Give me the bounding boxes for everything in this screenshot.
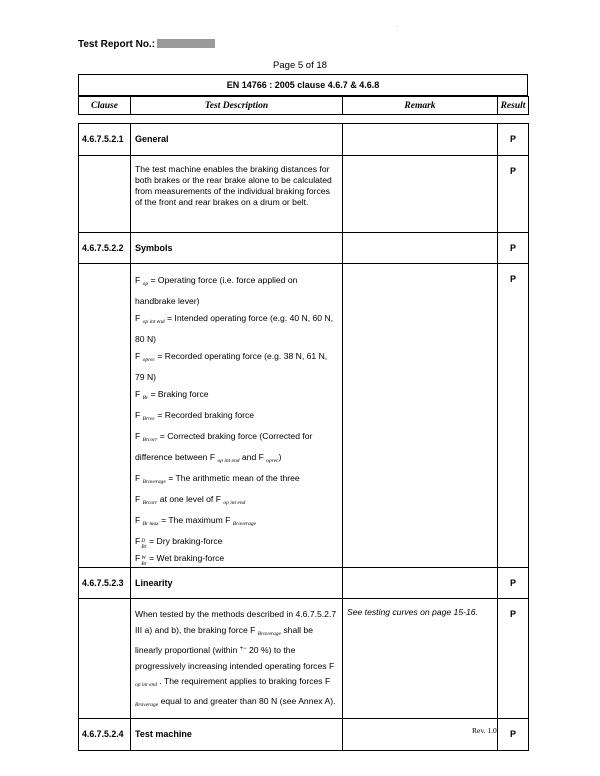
symbols-list [131, 264, 343, 568]
clause-cell [79, 156, 131, 233]
clause-cell: 4.6.7.5.2.1 [79, 124, 131, 156]
clause-cell: 4.6.7.5.2.3 [79, 568, 131, 599]
result-cell: P [498, 233, 529, 264]
symbol-op: F $_{op}$ = Operating force (i.e. force applied on handbrake lever) [135, 275, 298, 306]
result-cell: P [498, 568, 529, 599]
table-row [79, 264, 529, 568]
result-cell: P [498, 124, 529, 156]
clause-cell: 4.6.7.5.2.2 [79, 233, 131, 264]
col-description: Test Description [131, 97, 343, 115]
symbol-br-avg: F $_{Braverage}$ = The arithmetic mean of the three [135, 473, 300, 485]
page-number: Page 5 of 18 [273, 60, 327, 71]
remark-cell: See testing curves on page 15-16. [343, 599, 498, 719]
symbol-br-corr: F $_{Brcorr}$ = Corrected braking force (Corrected for difference between F $_{op int end}$ and F $_{oprec}$) [135, 431, 313, 464]
requirements-table [78, 123, 529, 751]
symbol-br: F $_{Br}$ = Braking force [135, 389, 209, 401]
symbol-br-avg-level: F $_{Brcorr}$ at one level of F $_{op int end}$ [135, 494, 246, 506]
linearity-text: When tested by the methods described in 4.6.7.5.2.7 III a) and b), the braking force F $_{Braverage}$ shall be linearly proportional (within +− 20 %) to the progressively increasing intended operating forces F $_{op int end}$ . The requirement applies to braking forces F $_{Braverage}$ equal to and greater than 80 N (see Annex A). [131, 599, 343, 719]
description-text: The test machine enables the braking distances for both brakes or the rear brake alone to be calculated from measurements of the individual braking forces of the front and rear brakes on a drum or belt. [131, 156, 343, 233]
symbol-op-rec: F $_{oprec}$ = Recorded operating force (e.g. 38 N, 61 N, 79 N) [135, 351, 328, 382]
symbol-op-int: F $_{op int end}$ = Intended operating force (e.g. 40 N, 60 N, 80 N) [135, 313, 334, 344]
report-label: Test Report No.: [78, 39, 156, 50]
col-remark: Remark [343, 97, 498, 115]
revision-footer: Rev. 1.0 [472, 726, 497, 735]
table-row [79, 719, 529, 751]
result-cell: P [498, 264, 529, 568]
remark-cell [343, 156, 498, 233]
table-row [79, 156, 529, 233]
remark-cell [343, 233, 498, 264]
table-row [79, 599, 529, 719]
clause-cell: 4.6.7.5.2.4 [79, 719, 131, 751]
section-title: Test machine [131, 719, 343, 751]
section-title: Symbols [131, 233, 343, 264]
symbol-br-max: F $_{Br max}$ = The maximum F $_{Braverage}$ [135, 515, 257, 527]
table-row [79, 124, 529, 156]
standard-title: EN 14766 : 2005 clause 4.6.7 & 4.6.8 [78, 74, 528, 96]
column-header [78, 96, 529, 115]
redacted-number [157, 39, 215, 48]
table-row [79, 233, 529, 264]
scan-mark: · [396, 24, 398, 30]
col-clause: Clause [79, 97, 131, 115]
symbol-wet: F W Br = Wet braking-force [135, 553, 225, 567]
section-title: Linearity [131, 568, 343, 599]
report-number [78, 39, 215, 50]
clause-cell [79, 599, 131, 719]
section-title: General [131, 124, 343, 156]
result-cell: P [498, 156, 529, 233]
table-row [79, 568, 529, 599]
clause-cell [79, 264, 131, 568]
symbol-br-rec: F $_{Brrec}$ = Recorded braking force [135, 410, 255, 422]
result-cell: P [498, 599, 529, 719]
col-result: Result [498, 97, 529, 115]
symbol-dry: F D Br = Dry braking-force [135, 536, 223, 550]
remark-cell [343, 568, 498, 599]
result-cell: P [498, 719, 529, 751]
remark-cell [343, 124, 498, 156]
remark-cell [343, 264, 498, 568]
